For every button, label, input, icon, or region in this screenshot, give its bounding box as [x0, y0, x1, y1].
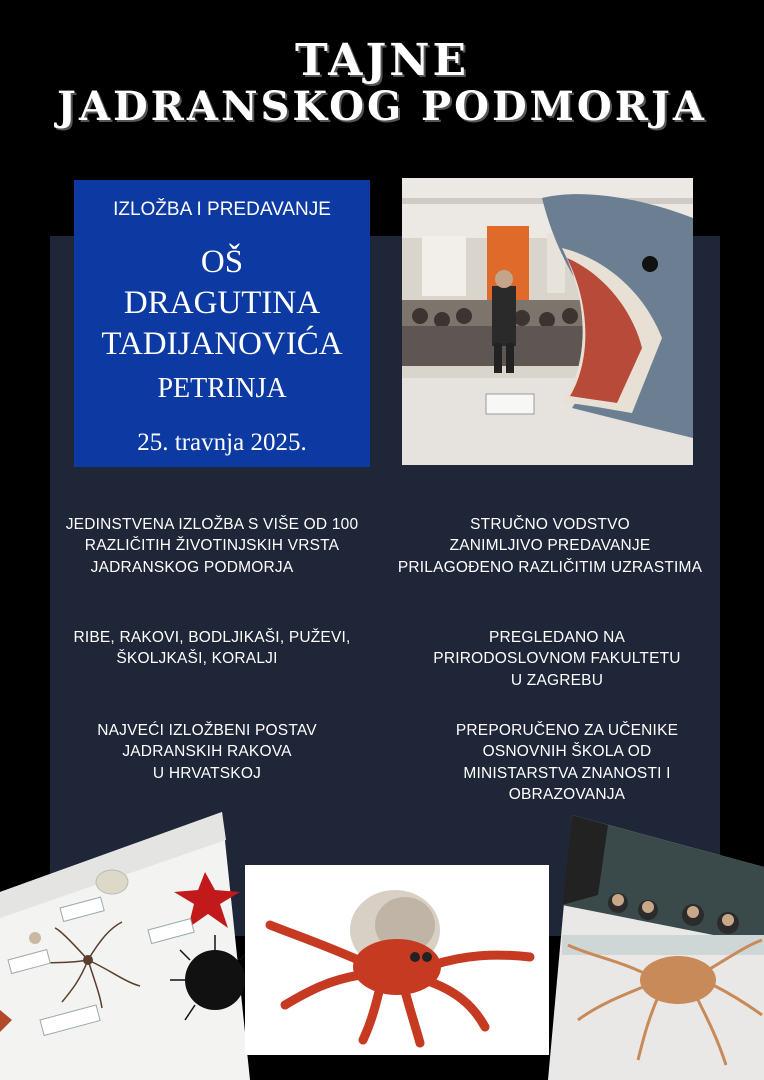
shark-lecture-illustration	[402, 178, 693, 465]
feature-line: RIBE, RAKOVI, BODLJIKAŠI, PUŽEVI,	[73, 629, 351, 646]
feature-line: ZANIMLJIVO PREDAVANJE	[449, 537, 651, 555]
poster-title	[0, 35, 764, 131]
shark-lecture-photo	[402, 178, 693, 465]
feature-line: JADRANSKOG PODMORJA	[90, 558, 294, 576]
event-date: 25. travnja 2025.	[137, 429, 307, 456]
school-name	[74, 242, 370, 365]
feature-line: PRILAGOĐENO RAZLIČITIM UZRASTIMA	[397, 558, 703, 576]
feature-largest-crab-display	[50, 720, 364, 784]
title-line-1: TAJNE	[294, 35, 470, 86]
hermit-crab-photo	[245, 865, 549, 1055]
feature-line: OBRAZOVANJA	[508, 786, 626, 804]
feature-unique-exhibit	[55, 514, 369, 578]
feature-animal-groups	[55, 627, 369, 670]
specimens-photo	[0, 810, 250, 1080]
school-line-1: OŠ	[200, 244, 244, 280]
feature-line: U HRVATSKOJ	[152, 764, 262, 782]
feature-reviewed-by-faculty	[400, 627, 714, 691]
feature-expert-guidance	[385, 514, 715, 578]
city: PETRINJA	[157, 373, 287, 404]
feature-line: ŠKOLJKAŠI, KORALJI	[116, 650, 278, 668]
feature-line: MINISTARSTVA ZNANOSTI I	[463, 764, 671, 782]
title-line-2: JADRANSKOG PODMORJA	[57, 83, 707, 131]
feature-line: NAJVEĆI IZLOŽBENI POSTAV	[97, 722, 317, 739]
school-line-3: TADIJANOVIĆA	[101, 325, 343, 362]
event-type: IZLOŽBA I PREDAVANJE	[113, 199, 331, 220]
event-info-box	[74, 180, 370, 467]
feature-line: PREPORUČENO ZA UČENIKE	[455, 722, 679, 739]
feature-ministry-recommendation	[410, 720, 724, 806]
spider-crab-photo	[548, 815, 764, 1080]
school-line-2: DRAGUTINA	[123, 284, 321, 321]
feature-line: PRIRODOSLOVNOM FAKULTETU	[433, 650, 681, 668]
feature-line: STRUČNO VODSTVO	[470, 516, 630, 533]
feature-line: JADRANSKIH RAKOVA	[122, 743, 292, 761]
feature-line: JEDINSTVENA IZLOŽBA S VIŠE OD 100	[65, 516, 359, 533]
feature-line: RAZLIČITIH ŽIVOTINJSKIH VRSTA	[84, 537, 340, 555]
feature-line: U ZAGREBU	[510, 671, 604, 689]
feature-line: PREGLEDANO NA	[488, 629, 626, 646]
feature-line: OSNOVNIH ŠKOLA OD	[482, 743, 652, 761]
